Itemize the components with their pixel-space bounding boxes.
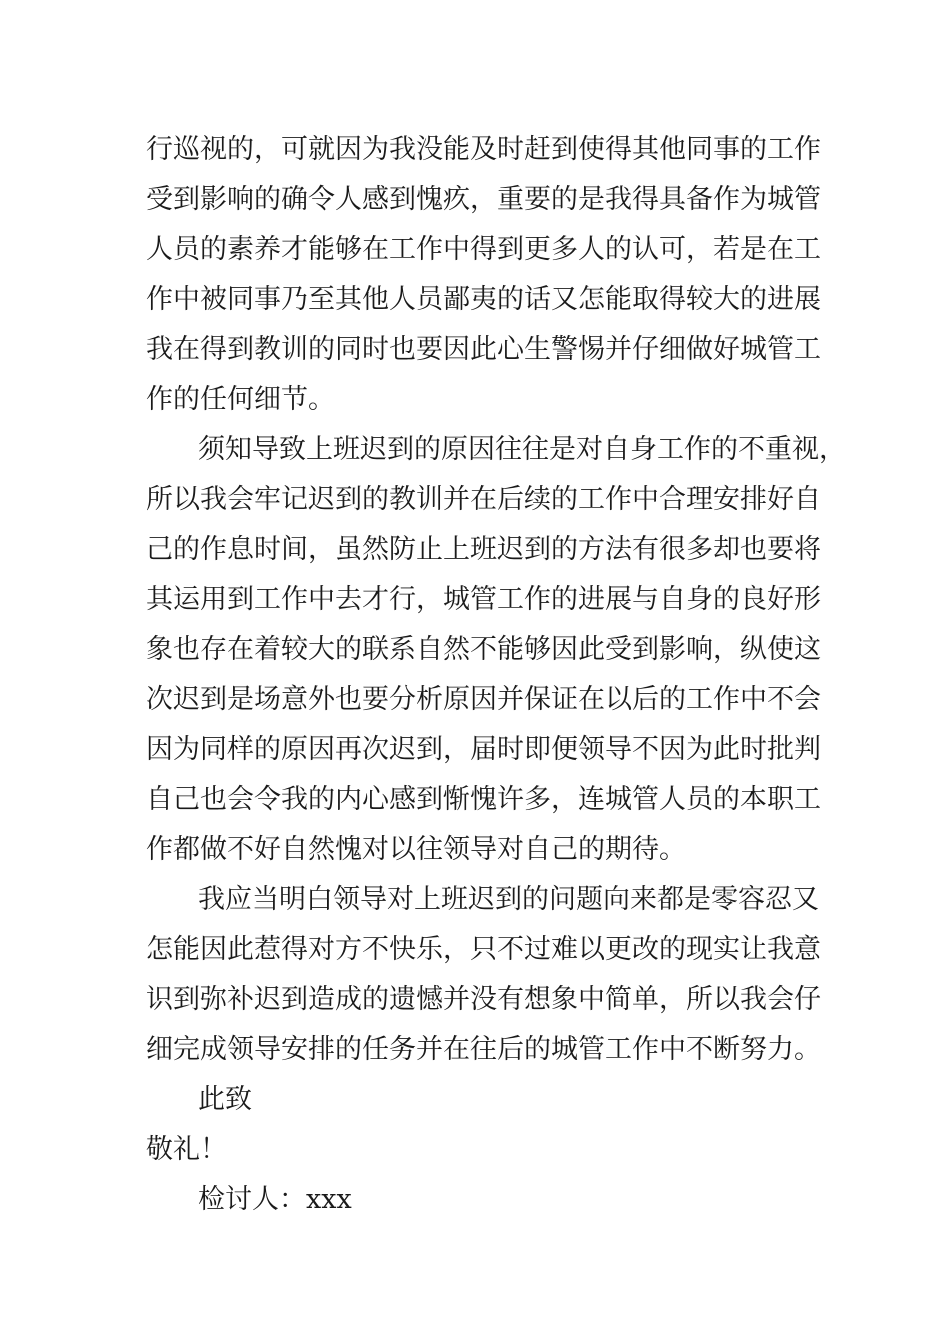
signature: 检讨人：xxx xyxy=(198,1184,352,1215)
paragraph-2-line-2: 所以我会牢记迟到的教训并在后续的工作中合理安排好自 xyxy=(146,484,821,515)
paragraph-2-line-9: 作都做不好自然愧对以往领导对自己的期待。 xyxy=(146,834,686,865)
paragraph-3-line-3: 识到弥补迟到造成的遗憾并没有想象中简单，所以我会仔 xyxy=(146,984,821,1015)
paragraph-1-line-2: 受到影响的确令人感到愧疚，重要的是我得具备作为城管 xyxy=(146,184,821,215)
paragraph-2-line-3: 己的作息时间，虽然防止上班迟到的方法有很多却也要将 xyxy=(146,534,821,565)
paragraph-1-line-6: 作的任何细节。 xyxy=(146,384,335,415)
paragraph-2-line-7: 因为同样的原因再次迟到，届时即便领导不因为此时批判 xyxy=(146,734,821,765)
closing-regards: 敬礼！ xyxy=(146,1134,227,1165)
paragraph-2-line-8: 自己也会令我的内心感到惭愧许多，连城管人员的本职工 xyxy=(146,784,821,815)
paragraph-3-line-4: 细完成领导安排的任务并在往后的城管工作中不断努力。 xyxy=(146,1034,821,1065)
paragraph-2-line-6: 次迟到是场意外也要分析原因并保证在以后的工作中不会 xyxy=(146,684,821,715)
paragraph-2-line-1: 须知导致上班迟到的原因往往是对自身工作的不重视， xyxy=(198,434,846,465)
paragraph-2-line-5: 象也存在着较大的联系自然不能够因此受到影响，纵使这 xyxy=(146,634,821,665)
paragraph-3-line-1: 我应当明白领导对上班迟到的问题向来都是零容忍又 xyxy=(198,884,819,915)
paragraph-1-line-4: 作中被同事乃至其他人员鄙夷的话又怎能取得较大的进展 xyxy=(146,284,821,315)
paragraph-1-line-5: 我在得到教训的同时也要因此心生警惕并仔细做好城管工 xyxy=(146,334,821,365)
paragraph-2-line-4: 其运用到工作中去才行，城管工作的进展与自身的良好形 xyxy=(146,584,821,615)
paragraph-1-line-1: 行巡视的，可就因为我没能及时赶到使得其他同事的工作 xyxy=(146,134,821,165)
paragraph-3-line-2: 怎能因此惹得对方不快乐，只不过难以更改的现实让我意 xyxy=(146,934,821,965)
paragraph-1-line-3: 人员的素养才能够在工作中得到更多人的认可，若是在工 xyxy=(146,234,821,265)
closing-salutation: 此致 xyxy=(198,1084,252,1115)
